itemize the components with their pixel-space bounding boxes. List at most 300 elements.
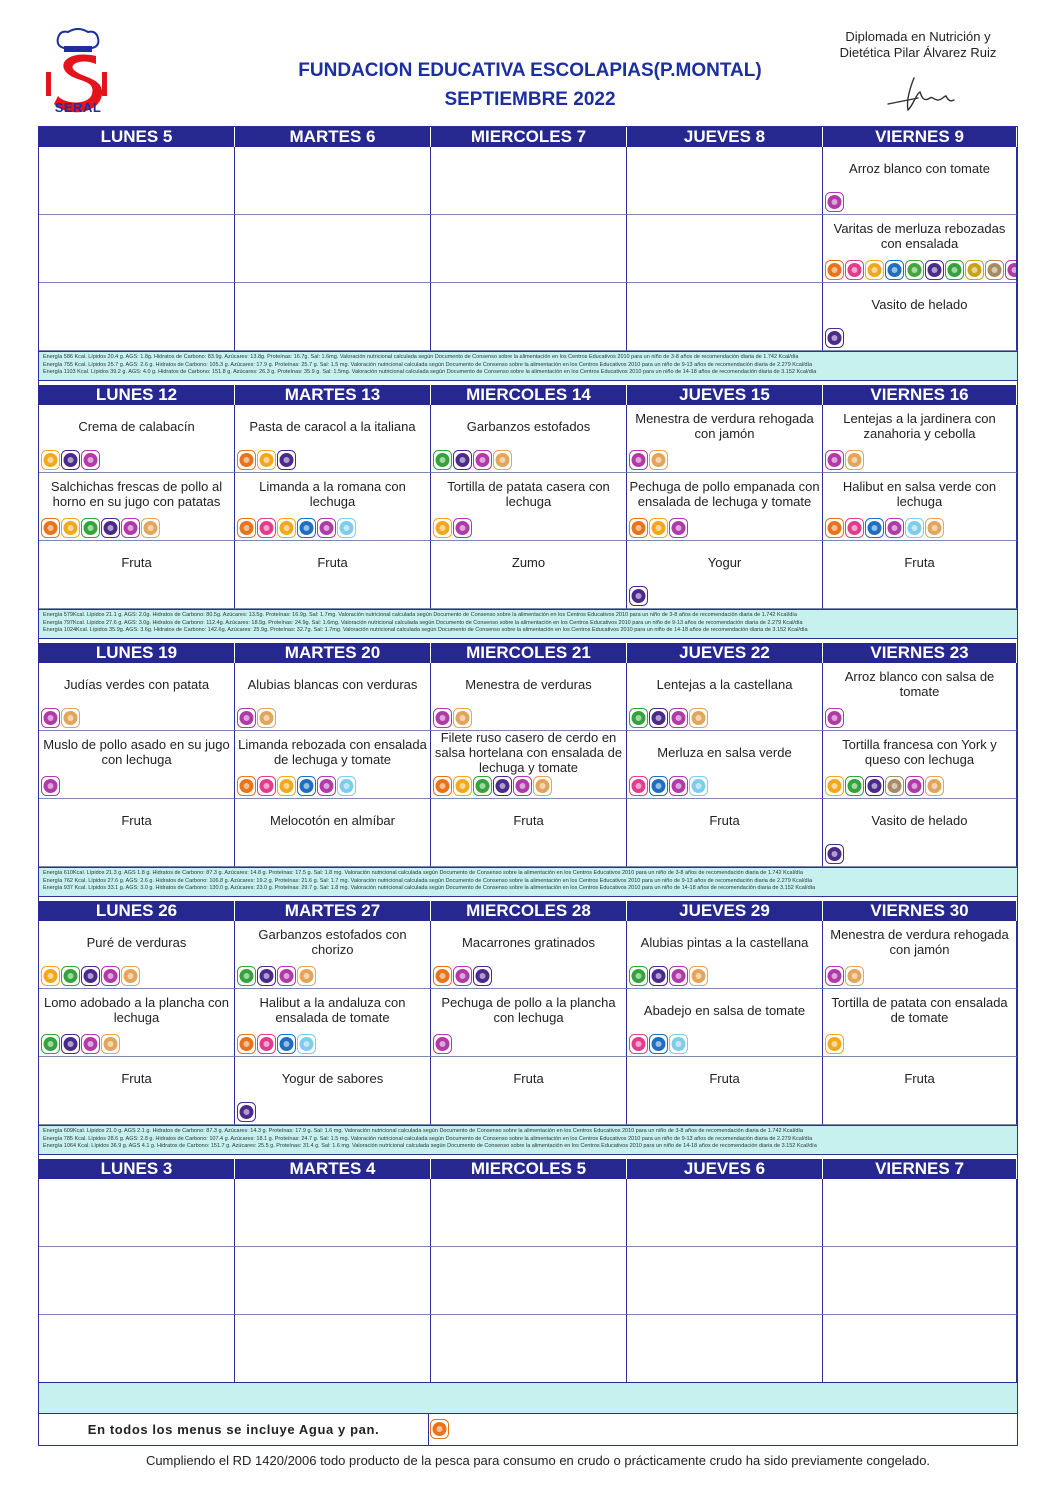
sulphites-icon (513, 776, 532, 796)
sulphites-icon (41, 776, 60, 796)
dish-name (627, 150, 822, 186)
crustaceans-icon (845, 260, 864, 280)
sulphites-icon (669, 776, 688, 796)
sulphites-icon (317, 518, 336, 538)
sesame-icon (885, 776, 904, 796)
logo-text: SERAL (54, 100, 102, 115)
sulphites-icon (825, 192, 844, 212)
day-header: VIERNES 9 (823, 127, 1017, 147)
dish-name: Filete ruso casero de cerdo en salsa hortelana con ensalada de lechuga y tomate (434, 731, 623, 775)
nutrition-line: Energía 755 Kcal. Lípidos 25.7 g. AGS: 2.6 g. Hidratos de Carbono: 105.3 g. Azúcares: 17.9 g. Proteínas: 25.7 g. Sal: 1.5 mg. Valoración nutricional calculada según Documento de Consenso sobre la alimentación en los Centros Educativos 2010 para un niño de 9-13 años de recomendación diaria de 2.279 Kcal/día (43, 361, 813, 368)
dish-name: Lomo adobado a la plancha con lechuga (43, 995, 230, 1025)
menu-cell (39, 473, 235, 541)
dish-name: Varitas de merluza rebozadas con ensalada (833, 221, 1006, 251)
sesame-icon (985, 260, 1004, 280)
menu-cell (627, 1247, 823, 1315)
fish-icon (865, 518, 884, 538)
gluten-icon (430, 1419, 449, 1439)
celery-icon (41, 1034, 60, 1054)
menu-cell (627, 405, 823, 473)
dish-name: Menestra de verduras (465, 676, 592, 692)
nutrition-info (39, 867, 1017, 897)
dish-name: Fruta (121, 554, 152, 570)
footer-row (39, 1414, 1017, 1445)
day-header: MIERCOLES 21 (431, 643, 627, 663)
peanuts-icon (689, 708, 708, 728)
sulphites-icon (433, 708, 452, 728)
peanuts-icon (925, 776, 944, 796)
dish-name: Yogur (707, 554, 742, 570)
day-header: VIERNES 30 (823, 901, 1017, 921)
allergen-icons (433, 708, 472, 728)
allergen-icons (433, 966, 492, 986)
dish-name: Macarrones gratinados (462, 934, 595, 950)
dish-name: Fruta (513, 1070, 544, 1086)
day-header: MIERCOLES 28 (431, 901, 627, 921)
dish-name: Arroz blanco con salsa de tomate (844, 669, 995, 699)
dish-name (39, 286, 234, 322)
day-header: VIERNES 7 (823, 1159, 1017, 1179)
menu-cell (431, 1179, 627, 1247)
menu-cell (627, 989, 823, 1057)
gluten-icon (825, 260, 844, 280)
menu-cell (627, 731, 823, 799)
day-header: MARTES 6 (235, 127, 431, 147)
gluten-icon (237, 450, 256, 470)
fish-icon (649, 1034, 668, 1054)
day-header: MARTES 27 (235, 901, 431, 921)
milk-icon (649, 708, 668, 728)
day-header: JUEVES 8 (627, 127, 823, 147)
menu-cell (235, 731, 431, 799)
day-header: LUNES 3 (39, 1159, 235, 1179)
egg-icon (825, 1034, 844, 1054)
dish-name (823, 1318, 1016, 1354)
gluten-icon (237, 518, 256, 538)
menu-cell (39, 283, 235, 351)
sulphites-icon (825, 708, 844, 728)
crustaceans-icon (257, 1034, 276, 1054)
celery-icon (81, 518, 100, 538)
egg-icon (433, 518, 452, 538)
egg-icon (865, 260, 884, 280)
dish-name (627, 218, 822, 254)
dish-name (627, 1182, 822, 1218)
milk-icon (61, 1034, 80, 1054)
menu-cell (39, 147, 235, 215)
menu-cell (431, 541, 627, 609)
allergen-icons (825, 776, 944, 796)
sulphites-icon (101, 966, 120, 986)
dish-name (39, 1318, 234, 1354)
day-header: MARTES 20 (235, 643, 431, 663)
sulphites-icon (669, 518, 688, 538)
sulphites-icon (453, 966, 472, 986)
nutrition-info (39, 1125, 1017, 1155)
dish-name (823, 1182, 1016, 1218)
dish-name: Lentejas a la jardinera con zanahoria y cebolla (843, 411, 996, 441)
gluten-icon (433, 776, 452, 796)
allergen-icons (41, 708, 80, 728)
allergen-icons (433, 450, 512, 470)
menu-cell (627, 921, 823, 989)
sulphites-icon (473, 450, 492, 470)
egg-icon (41, 450, 60, 470)
nutrition-info (39, 351, 1017, 381)
milk-icon (825, 328, 844, 348)
dish-name (431, 1318, 626, 1354)
peanuts-icon (61, 708, 80, 728)
allergen-icons (629, 776, 708, 796)
title-line: FUNDACION EDUCATIVA ESCOLAPIAS(P.MONTAL) (298, 60, 762, 81)
menu-cell (39, 1057, 235, 1125)
dish-name: Pechuga de pollo a la plancha con lechuga (441, 995, 616, 1025)
menu-calendar (38, 126, 1018, 1446)
allergen-icons (825, 844, 844, 864)
day-header: MARTES 4 (235, 1159, 431, 1179)
menu-cell (823, 473, 1017, 541)
dish-name: Tortilla de patata con ensalada de tomate (831, 995, 1008, 1025)
dish-name: Garbanzos estofados con chorizo (258, 927, 407, 957)
dish-name (823, 1250, 1016, 1286)
sulphites-icon (453, 518, 472, 538)
signature-icon (884, 74, 956, 114)
sulphites-icon (121, 518, 140, 538)
disclaimer: Cumpliendo el RD 1420/2006 todo producto de la pesca para consumo en crudo o prácticamente crudo ha sido previamente congelado. (145, 1453, 931, 1468)
dish-name: Fruta (904, 1070, 935, 1086)
dish-name (627, 286, 822, 322)
allergen-icons (237, 1034, 316, 1054)
allergen-icons (41, 450, 100, 470)
menu-cell (235, 1315, 431, 1383)
nutrition-line: Energía 610Kcal. Lípidos 21.3 g. AGS 1.8 g. Hidratos de Carbono: 87.3 g. Azúcares: 14.8 g. Proteínas: 17.5 g. Sal: 1.8 mg. Valoración nutricional calculada según Documento de Consenso sobre la alimentación en los Centros Educativos 2010 para un niño de 3-8 años de recomendación diaria de 1.742 Kcal/día (43, 870, 803, 876)
menu-cell (627, 215, 823, 283)
subtitle-line: SEPTIEMBRE 2022 (444, 89, 616, 110)
dish-name: Arroz blanco con tomate (849, 160, 990, 176)
menu-cell (431, 405, 627, 473)
dish-name: Alubias pintas a la castellana (640, 934, 809, 950)
dish-name: Merluza en salsa verde (657, 744, 792, 760)
day-header: LUNES 26 (39, 901, 235, 921)
menu-cell (627, 663, 823, 731)
menu-cell (431, 1247, 627, 1315)
sulphites-icon (41, 708, 60, 728)
dish-name (431, 150, 626, 186)
menu-cell (627, 799, 823, 867)
sulphites-icon (277, 966, 296, 986)
allergen-icons (237, 708, 276, 728)
nutrition-line: Energía 609Kcal. Lípidos 21.0 g. AGS 2.1 g. Hidratos de Carbono: 87.3 g. Azúcares: 14.3 g. Proteínas: 17.9 g. Sal: 1.6 mg. Valoración nutricional calculada según Documento de Consenso sobre la alimentación en los Centros Educativos 2010 para un niño de 3-8 años de recomendación diaria de 1.742 Kcal/día (43, 1128, 803, 1134)
allergen-icons (237, 450, 296, 470)
soy-icon (905, 260, 924, 280)
day-header: MIERCOLES 14 (431, 385, 627, 405)
egg-icon (453, 776, 472, 796)
allergen-icons (237, 966, 316, 986)
menu-cell (39, 405, 235, 473)
dish-name: Halibut en salsa verde con lechuga (842, 479, 997, 509)
peanuts-icon (689, 966, 708, 986)
day-header: LUNES 12 (39, 385, 235, 405)
molluscs-icon (689, 776, 708, 796)
peanuts-icon (925, 518, 944, 538)
allergen-icons (41, 776, 60, 796)
gluten-icon (825, 518, 844, 538)
allergen-icons (433, 518, 472, 538)
menu-cell (431, 473, 627, 541)
allergen-icons (237, 776, 356, 796)
dish-name: Alubias blancas con verduras (247, 676, 418, 692)
week-block (39, 127, 1017, 381)
allergen-icons (629, 450, 668, 470)
dish-name: Fruta (121, 1070, 152, 1086)
dish-name: Zumo (511, 554, 546, 570)
dish-name (431, 1182, 626, 1218)
milk-icon (81, 966, 100, 986)
menu-cell (823, 989, 1017, 1057)
menu-cell (39, 921, 235, 989)
dish-name: Lentejas a la castellana (656, 676, 793, 692)
dish-name (39, 150, 234, 186)
dish-name (235, 218, 430, 254)
menu-cell (235, 541, 431, 609)
gluten-icon (433, 966, 452, 986)
menu-cell (431, 921, 627, 989)
celery-icon (945, 260, 964, 280)
menu-cell (823, 663, 1017, 731)
dish-name (235, 1182, 430, 1218)
menu-cell (627, 541, 823, 609)
sulphites-icon (81, 1034, 100, 1054)
menu-cell (823, 1247, 1017, 1315)
dish-name: Menestra de verdura rehogada con jamón (635, 411, 814, 441)
dish-name: Pechuga de pollo empanada con ensalada de lechuga y tomate (629, 479, 820, 509)
sulphites-icon (629, 450, 648, 470)
dietitian-line-2: Dietética Pilar Álvarez Ruiz (839, 45, 997, 60)
celery-icon (629, 708, 648, 728)
allergen-icons (629, 586, 648, 606)
menu-cell (39, 1247, 235, 1315)
dish-name (235, 1250, 430, 1286)
dish-name: Crema de calabacín (78, 418, 195, 434)
allergen-icons (825, 708, 844, 728)
dish-name: Vasito de helado (871, 296, 968, 312)
allergen-icons (629, 1034, 688, 1054)
sulphites-icon (81, 450, 100, 470)
day-header: JUEVES 22 (627, 643, 823, 663)
molluscs-icon (337, 518, 356, 538)
allergen-icons (433, 776, 552, 796)
menu-cell (235, 1057, 431, 1125)
sulphites-icon (669, 966, 688, 986)
day-header: JUEVES 15 (627, 385, 823, 405)
menu-cell (235, 1247, 431, 1315)
menu-cell (235, 283, 431, 351)
peanuts-icon (141, 518, 160, 538)
egg-icon (649, 518, 668, 538)
sulphites-icon (433, 1034, 452, 1054)
allergen-icons (825, 450, 864, 470)
peanuts-icon (649, 450, 668, 470)
page-title (180, 56, 880, 114)
crustaceans-icon (845, 518, 864, 538)
dish-name: Vasito de helado (871, 812, 968, 828)
dish-name: Garbanzos estofados (466, 418, 591, 434)
milk-icon (61, 450, 80, 470)
menu-cell (627, 1315, 823, 1383)
day-header: MARTES 13 (235, 385, 431, 405)
milk-icon (257, 966, 276, 986)
dish-name: Muslo de pollo asado en su jugo con lechuga (43, 737, 230, 767)
peanuts-icon (101, 1034, 120, 1054)
dish-name (235, 150, 430, 186)
peanuts-icon (845, 966, 864, 986)
nutrition-line: Energía 762 Kcal. Lípidos 27.6 g. AGS: 2.6 g. Hidratos de Carbono: 106.8 g. Azúcares: 19.2 g. Proteínas: 21.6 g. Sal: 1.7 mg. Valoración nutricional calculada según Documento de Consenso sobre la alimentación en los Centros Educativos 2010 para un niño de 9-13 años de recomendación diaria de 2.279 Kcal/día (43, 877, 813, 884)
menu-cell (431, 147, 627, 215)
milk-icon (865, 776, 884, 796)
allergen-icons (825, 1034, 844, 1054)
allergen-icons (237, 518, 356, 538)
dish-name: Judías verdes con patata (63, 676, 210, 692)
peanuts-icon (297, 966, 316, 986)
gluten-icon (629, 518, 648, 538)
celery-icon (473, 776, 492, 796)
menu-cell (235, 663, 431, 731)
allergen-icons (825, 260, 1017, 280)
day-header: VIERNES 16 (823, 385, 1017, 405)
dish-name: Limanda a la romana con lechuga (259, 479, 406, 509)
menu-cell (39, 799, 235, 867)
dish-name (39, 1182, 234, 1218)
dish-name: Fruta (904, 554, 935, 570)
menu-cell (823, 1315, 1017, 1383)
menu-cell (39, 215, 235, 283)
menu-cell (235, 799, 431, 867)
sulphites-icon (825, 450, 844, 470)
dish-name: Melocotón en almíbar (269, 812, 395, 828)
menu-cell (823, 215, 1017, 283)
menu-cell (235, 215, 431, 283)
sulphites-icon (885, 518, 904, 538)
milk-icon (277, 450, 296, 470)
mustard-icon (965, 260, 984, 280)
dish-name: Fruta (317, 554, 348, 570)
egg-icon (277, 776, 296, 796)
week-block (39, 901, 1017, 1155)
menu-cell (39, 663, 235, 731)
dish-name: Menestra de verdura rehogada con jamón (830, 927, 1009, 957)
sulphites-icon (905, 776, 924, 796)
nutrition-line: Energía 1064 Kcal. Lípidos 36.9 g. AGS 4.1 g. Hidratos de Carbono: 151.7 g. Azúcares: 25.5 g. Proteínas: 31.4 g. Sal: 1.6 mg. Valoración nutricional calculada según Documento de Consenso sobre la alimentación en los Centros Educativos 2010 para un niño de 14-18 años de recomendación diaria de 3.152 Kcal/día (43, 1143, 817, 1149)
menu-cell (823, 541, 1017, 609)
day-header: MIERCOLES 7 (431, 127, 627, 147)
fish-icon (277, 1034, 296, 1054)
egg-icon (257, 450, 276, 470)
celery-icon (433, 450, 452, 470)
sulphites-icon (1005, 260, 1017, 280)
allergen-icons (629, 966, 708, 986)
dish-name (235, 1318, 430, 1354)
dish-name (627, 1318, 822, 1354)
peanuts-icon (453, 708, 472, 728)
menu-cell (627, 1179, 823, 1247)
menu-cell (823, 1057, 1017, 1125)
menu-cell (627, 283, 823, 351)
menu-cell (235, 989, 431, 1057)
day-header: LUNES 19 (39, 643, 235, 663)
molluscs-icon (669, 1034, 688, 1054)
menu-cell (39, 989, 235, 1057)
crustaceans-icon (629, 1034, 648, 1054)
nutrition-line: Energía 586 Kcal. Lípidos 20.4 g. AGS: 1.8g. Hidratos de Carbono: 83.9g. Azúcares: 13.8g. Proteínas: 16.7g. Sal: 1.6mg. Valoración nutricional calculada según Documento de Consenso sobre la alimentación en los Centros Educativos 2010 para un niño de 3-8 años de recomendación diaria de 1.742 Kcal/día (43, 354, 799, 360)
menu-cell (823, 147, 1017, 215)
molluscs-icon (337, 776, 356, 796)
dish-name: Puré de verduras (86, 934, 187, 950)
menu-cell (823, 799, 1017, 867)
menu-cell (431, 215, 627, 283)
fish-icon (649, 776, 668, 796)
allergen-icons (825, 518, 944, 538)
egg-icon (41, 966, 60, 986)
day-header: JUEVES 29 (627, 901, 823, 921)
dish-name: Pasta de caracol a la italiana (249, 418, 416, 434)
dish-name: Halibut a la andaluza con ensalada de tomate (259, 995, 406, 1025)
dish-name (235, 286, 430, 322)
nutrition-line: Energía 1024Kcal. Lípidos 35.9g. AGS: 3.6g. Hidratos de Carbono: 142.6g. Azúcares: 25.9g. Proteínas: 32.7g. Sal: 1.7mg. Valoración nutricional calculada según Documento de Consenso sobre la alimentación en los Centros Educativos 2010 para un niño de 14-18 años de recomendación diaria de 3.152 Kcal/día (43, 627, 808, 633)
celery-icon (629, 966, 648, 986)
milk-icon (101, 518, 120, 538)
day-header: JUEVES 6 (627, 1159, 823, 1179)
sulphites-icon (825, 966, 844, 986)
footer-icon-wrap (430, 1419, 449, 1439)
menu-cell (627, 473, 823, 541)
gluten-icon (237, 1034, 256, 1054)
dish-name: Tortilla de patata casera con lechuga (447, 479, 610, 509)
menu-cell (431, 283, 627, 351)
dish-name: Salchichas frescas de pollo al horno en su jugo con patatas (50, 479, 223, 509)
menu-cell (235, 405, 431, 473)
crustaceans-icon (629, 776, 648, 796)
peanuts-icon (493, 450, 512, 470)
menu-cell (39, 541, 235, 609)
dish-name: Limanda rebozada con ensalada de lechuga y tomate (238, 737, 427, 767)
celery-icon (237, 966, 256, 986)
menu-cell (39, 1179, 235, 1247)
allergen-icons (237, 1102, 256, 1122)
crustaceans-icon (257, 776, 276, 796)
milk-icon (473, 966, 492, 986)
allergen-icons (825, 192, 844, 212)
milk-icon (493, 776, 512, 796)
dish-name: Fruta (709, 1070, 740, 1086)
milk-icon (825, 844, 844, 864)
sulphites-icon (669, 708, 688, 728)
dish-name (431, 1250, 626, 1286)
allergen-icons (41, 1034, 120, 1054)
milk-icon (629, 586, 648, 606)
dish-name (627, 1250, 822, 1286)
menu-cell (235, 147, 431, 215)
nutrition-line: Energía 1103 Kcal. Lípidos 39.2 g. AGS: 4.0 g. Hidratos de Carbono: 151.8 g. Azúcares: 26.3 g. Proteínas: 35.9 g. Sal: 1.5mg. Valoración nutricional calculada según Documento de Consenso sobre la alimentación en los Centros Educativos 2010 para un niño de 14-18 años de recomendación diaria de 3.152 Kcal/día (43, 369, 817, 375)
fish-icon (885, 260, 904, 280)
menu-cell (235, 1179, 431, 1247)
dish-name (39, 1250, 234, 1286)
menu-cell (39, 1315, 235, 1383)
dish-name: Abadejo en salsa de tomate (643, 1002, 806, 1018)
footer-band (39, 1382, 1017, 1414)
dietitian-line-1: Diplomada en Nutrición y (845, 29, 991, 44)
menu-cell (235, 921, 431, 989)
footer-note: En todos los menus se incluye Agua y pan. (39, 1414, 429, 1445)
